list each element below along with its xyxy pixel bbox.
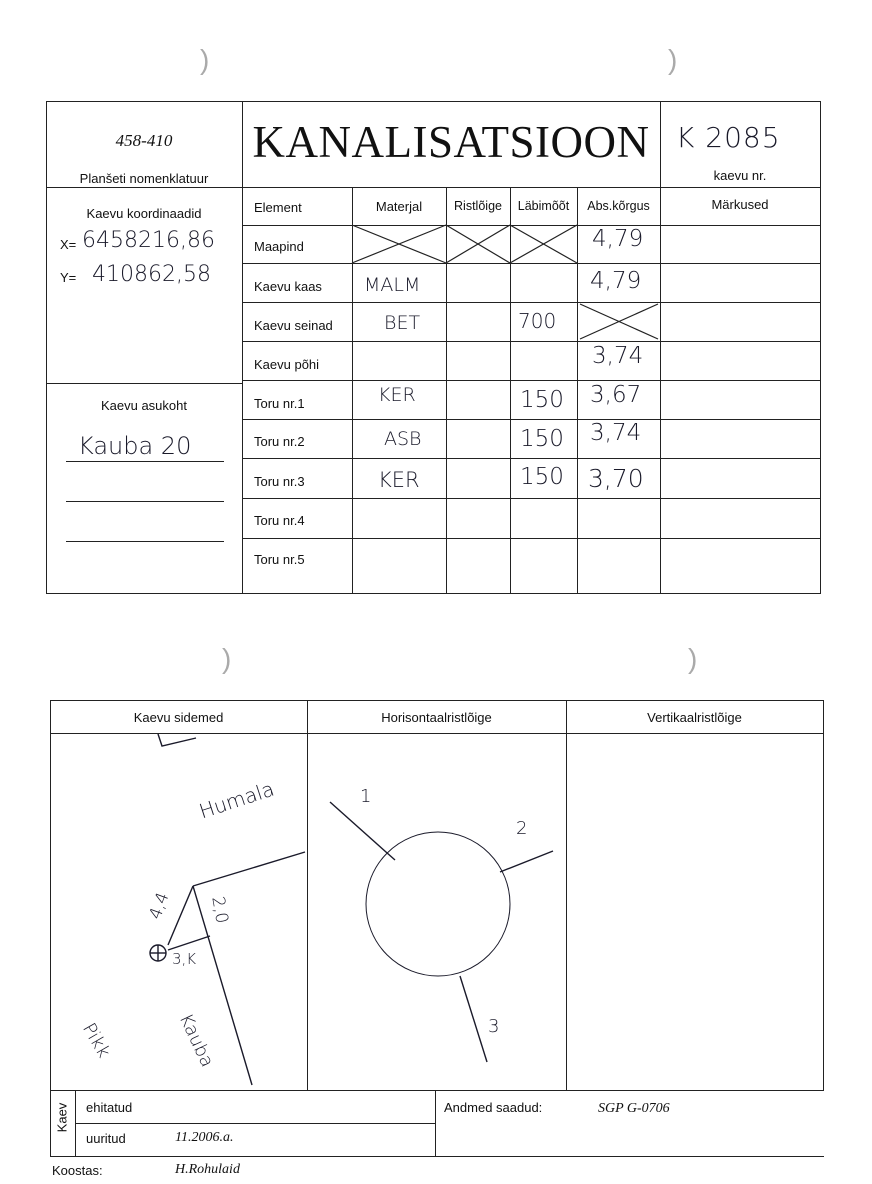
table-cell-material: KER (378, 384, 416, 406)
sketch-text: Pikk (77, 1019, 115, 1062)
drawing-col-label: Vertikaalristlõige (647, 710, 742, 725)
table-cell-material: KER (378, 468, 420, 492)
table-row-element: Toru nr.3 (254, 474, 305, 489)
col-header-cross-section: Ristlõige (454, 199, 502, 213)
sheet-number: 458-410 (115, 131, 173, 150)
punch-mark-icon: ) (200, 44, 210, 75)
table-cell-diameter: 150 (520, 464, 564, 490)
table-cell-abs-height: 3,70 (588, 464, 644, 493)
col-header-element: Element (254, 200, 302, 215)
table-row-element: Toru nr.4 (254, 513, 305, 528)
sketch-distance: 2,0 (207, 894, 232, 926)
drawing-col-label: Horisontaalristlõige (381, 710, 492, 725)
table-cell-diameter: 150 (520, 387, 564, 413)
built-label: ehitatud (86, 1100, 133, 1115)
table-row-element: Kaevu seinad (254, 318, 333, 333)
table-cell-abs-height: 4,79 (592, 226, 644, 252)
table-cell-diameter: 150 (520, 426, 564, 452)
x-label: X= (60, 237, 77, 252)
pipe-label: 2 (516, 818, 528, 839)
location-value: Kauba 20 (78, 432, 192, 460)
pipe-label: 3 (488, 1016, 500, 1037)
y-value: 410862,58 (92, 262, 211, 287)
coordinates-label: Kaevu koordinaadid (86, 206, 202, 221)
table-cell-abs-height: 3,67 (590, 382, 642, 408)
col-header-material: Materjal (375, 199, 423, 214)
col-header-notes: Märkused (711, 197, 769, 212)
author-label: Koostas: (52, 1163, 103, 1178)
table-cell-abs-height: 3,74 (590, 420, 642, 446)
sketch-distance: 3,K (172, 950, 197, 968)
location-label: Kaevu asukoht (100, 398, 187, 413)
sketch-text: Humala (196, 776, 278, 824)
source-label: Andmed saadud: (444, 1100, 543, 1115)
table-row-element: Kaevu kaas (254, 279, 322, 294)
punch-mark-icon: ) (688, 643, 698, 674)
table-row-element: Toru nr.5 (254, 552, 305, 567)
sketch-text: Kauba (174, 1010, 218, 1071)
well-id-label: kaevu nr. (713, 168, 767, 183)
col-header-diameter: Läbimõõt (517, 199, 570, 213)
x-value: 6458216,86 (82, 228, 215, 253)
sheet-label: Planšeti nomenklatuur (79, 171, 209, 186)
sketch-distance: 4,4 (145, 889, 174, 923)
table-cell-material: ASB (384, 428, 422, 450)
col-header-abs-height: Abs.kõrgus (587, 199, 650, 213)
table-cell-diameter: 700 (518, 309, 557, 333)
y-label: Y= (60, 270, 77, 285)
side-label: Kaev (54, 1102, 70, 1133)
source-value: SGP G-0706 (598, 1101, 670, 1116)
punch-mark-icon: ) (222, 643, 232, 674)
table-cell-material: MALM (364, 274, 421, 296)
drawing-col-label: Kaevu sidemed (133, 710, 224, 725)
author-value: H.Rohulaid (175, 1162, 240, 1177)
table-row-element: Kaevu põhi (254, 357, 320, 372)
table-cell-abs-height: 3,74 (592, 343, 644, 369)
form-title: KANALISATSIOON (252, 117, 650, 167)
pipe-label: 1 (360, 786, 372, 807)
well-id: K 2085 (676, 121, 781, 154)
table-row-element: Toru nr.1 (254, 396, 305, 411)
table-row-element: Maapind (254, 239, 304, 254)
table-row-element: Toru nr.2 (254, 434, 305, 449)
surveyed-value: 11.2006.a. (175, 1130, 234, 1145)
surveyed-label: uuritud (86, 1131, 126, 1146)
table-cell-abs-height: 4,79 (590, 268, 642, 294)
table-cell-material: BET (384, 312, 421, 334)
punch-mark-icon: ) (668, 44, 678, 75)
